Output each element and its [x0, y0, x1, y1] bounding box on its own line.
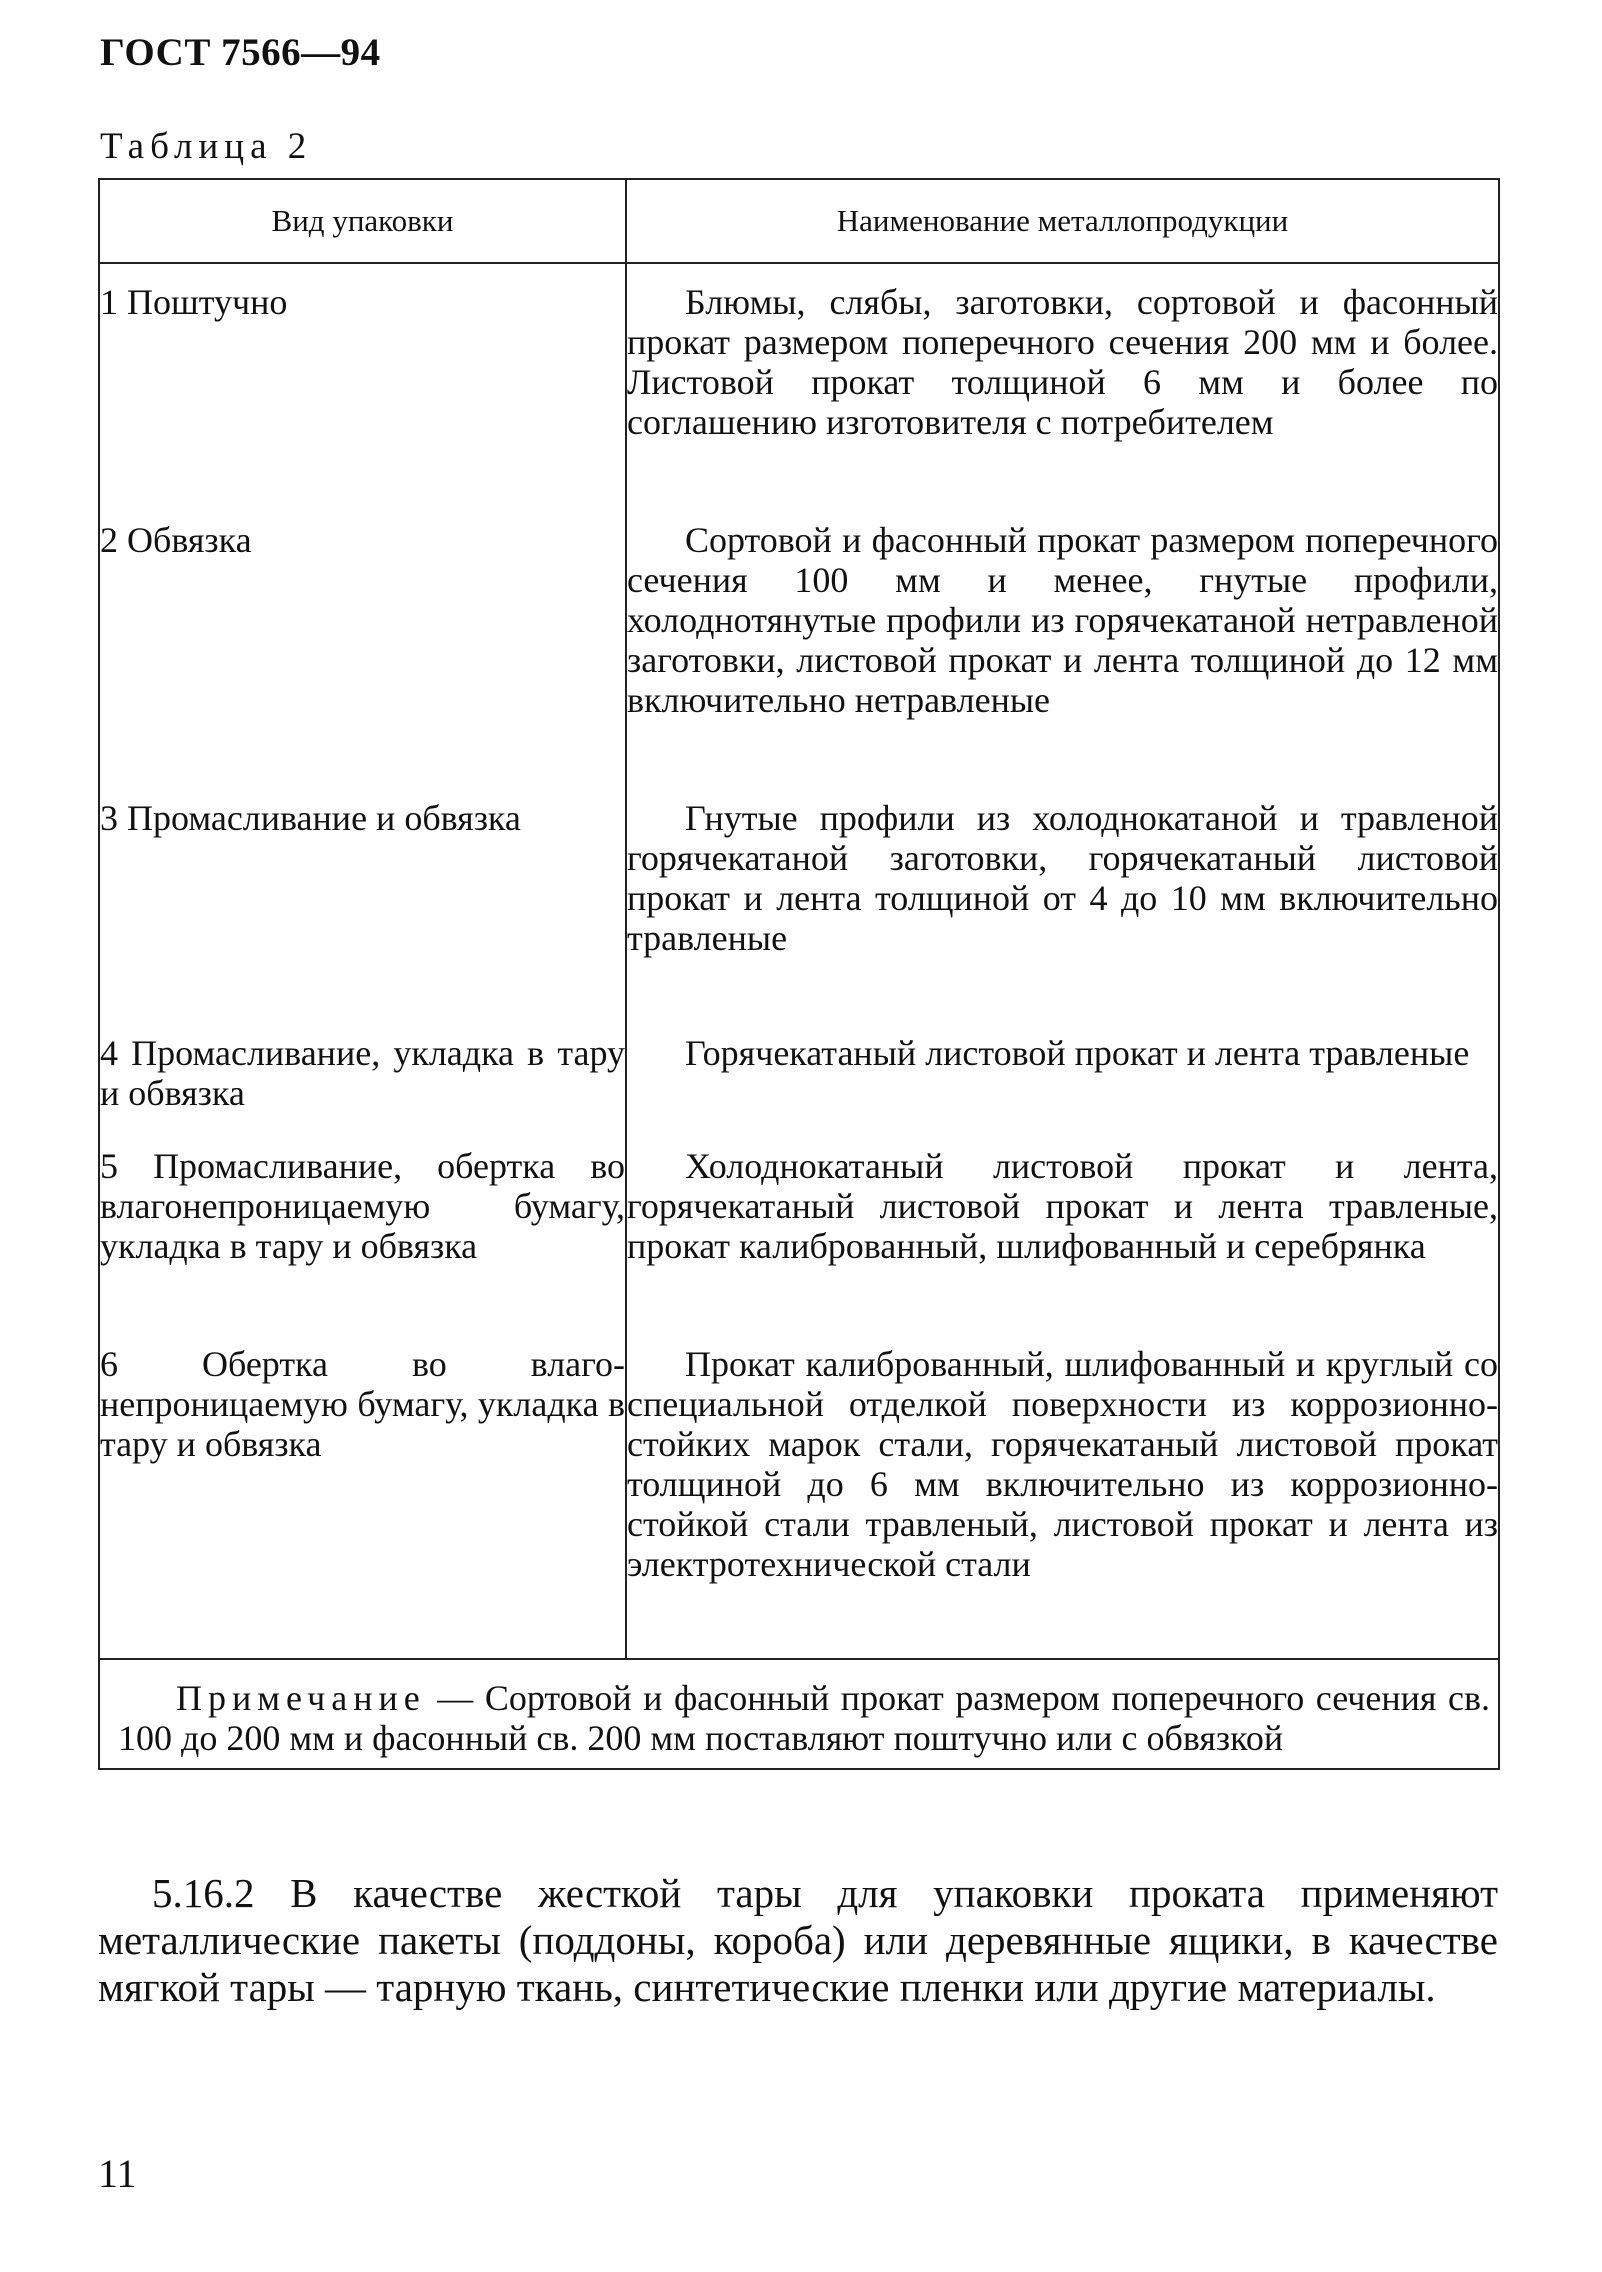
page-number: 11 [98, 2151, 137, 2196]
packaging-cell: 5 Промасливание, обертка во влагонепроницаемую бумагу, укладка в тару и обвязка [99, 1128, 626, 1328]
table-row [99, 1015, 1499, 1128]
products-text: Горячекатаный листовой прокат и лента травленые [685, 1033, 1470, 1073]
table-row [99, 502, 1499, 780]
table-row [99, 263, 1499, 502]
packaging-cell: 1 Поштучно [99, 263, 626, 502]
column-header-products: Наименование металлопродукции [626, 179, 1499, 263]
products-text: Сортовой и фасонный прокат размером поперечного сечения 100 мм и менее, гнутые профили, холоднотянутые профили из горячекатаной нетравленой заготовки, листовой прокат и лента толщиной до 12 мм включительно нетравленые [627, 520, 1498, 720]
products-cell [626, 1128, 1499, 1328]
body-paragraph: 5.16.2 В качестве жесткой тары для упаковки проката применяют металлические пакеты (поддоны, короба) или деревянные ящики, в качестве мягкой тары — тарную ткань, синтетические пленки или другие материалы. [98, 1870, 1498, 2010]
table-header-row [99, 179, 1499, 263]
table-row [99, 1328, 1499, 1659]
products-text: Гнутые профили из холоднокатаной и травленой горячекатаной заготовки, горячекатаный листовой прокат и лента толщиной от 4 до 10 мм включительно травленые [627, 798, 1498, 958]
table-note-row [99, 1659, 1499, 1769]
products-text: Холоднокатаный листовой прокат и лента, горячекатаный листовой прокат и лента травленые, прокат калиброванный, шлифованный и серебрянка [627, 1146, 1498, 1266]
packaging-cell: 3 Промасливание и обвязка [99, 780, 626, 1015]
table-caption: Таблица 2 [100, 126, 313, 167]
document-header: ГОСТ 7566—94 [100, 31, 381, 74]
products-cell [626, 1328, 1499, 1659]
table-row [99, 1128, 1499, 1328]
note-label: Примечание [176, 1678, 426, 1718]
products-text: Прокат калиброванный, шлифованный и круглый со специальной отделкой поверхности из коррозионно-стойких марок стали, горячекатаный листовой прокат толщиной до 6 мм включительно из коррозионно-стойкой стали травленый, листовой прокат и лента из электротехнической стали [627, 1344, 1498, 1584]
packaging-cell: 2 Обвязка [99, 502, 626, 780]
packaging-cell: 4 Промасливание, укладка в тару и обвязка [99, 1015, 626, 1128]
products-cell [626, 502, 1499, 780]
packaging-cell: 6 Обертка во влаго-непроницаемую бумагу, укладка в тару и обвязка [99, 1328, 626, 1659]
column-header-packaging: Вид упаковки [99, 179, 626, 263]
products-text: Блюмы, слябы, заготовки, сортовой и фасонный прокат размером поперечного сечения 200 мм и более. Листовой прокат толщиной 6 мм и более по соглашению изготовителя с потребителем [627, 282, 1498, 442]
products-cell [626, 1015, 1499, 1128]
products-cell [626, 263, 1499, 502]
packaging-table [98, 178, 1500, 1770]
table-row [99, 780, 1499, 1015]
table-note [99, 1659, 1499, 1769]
note-text: — Сортовой и фасонный прокат размером поперечного сечения св. 100 до 200 мм и фасонный св. 200 мм поставляют поштучно или с обвязкой [118, 1678, 1490, 1758]
products-cell [626, 780, 1499, 1015]
